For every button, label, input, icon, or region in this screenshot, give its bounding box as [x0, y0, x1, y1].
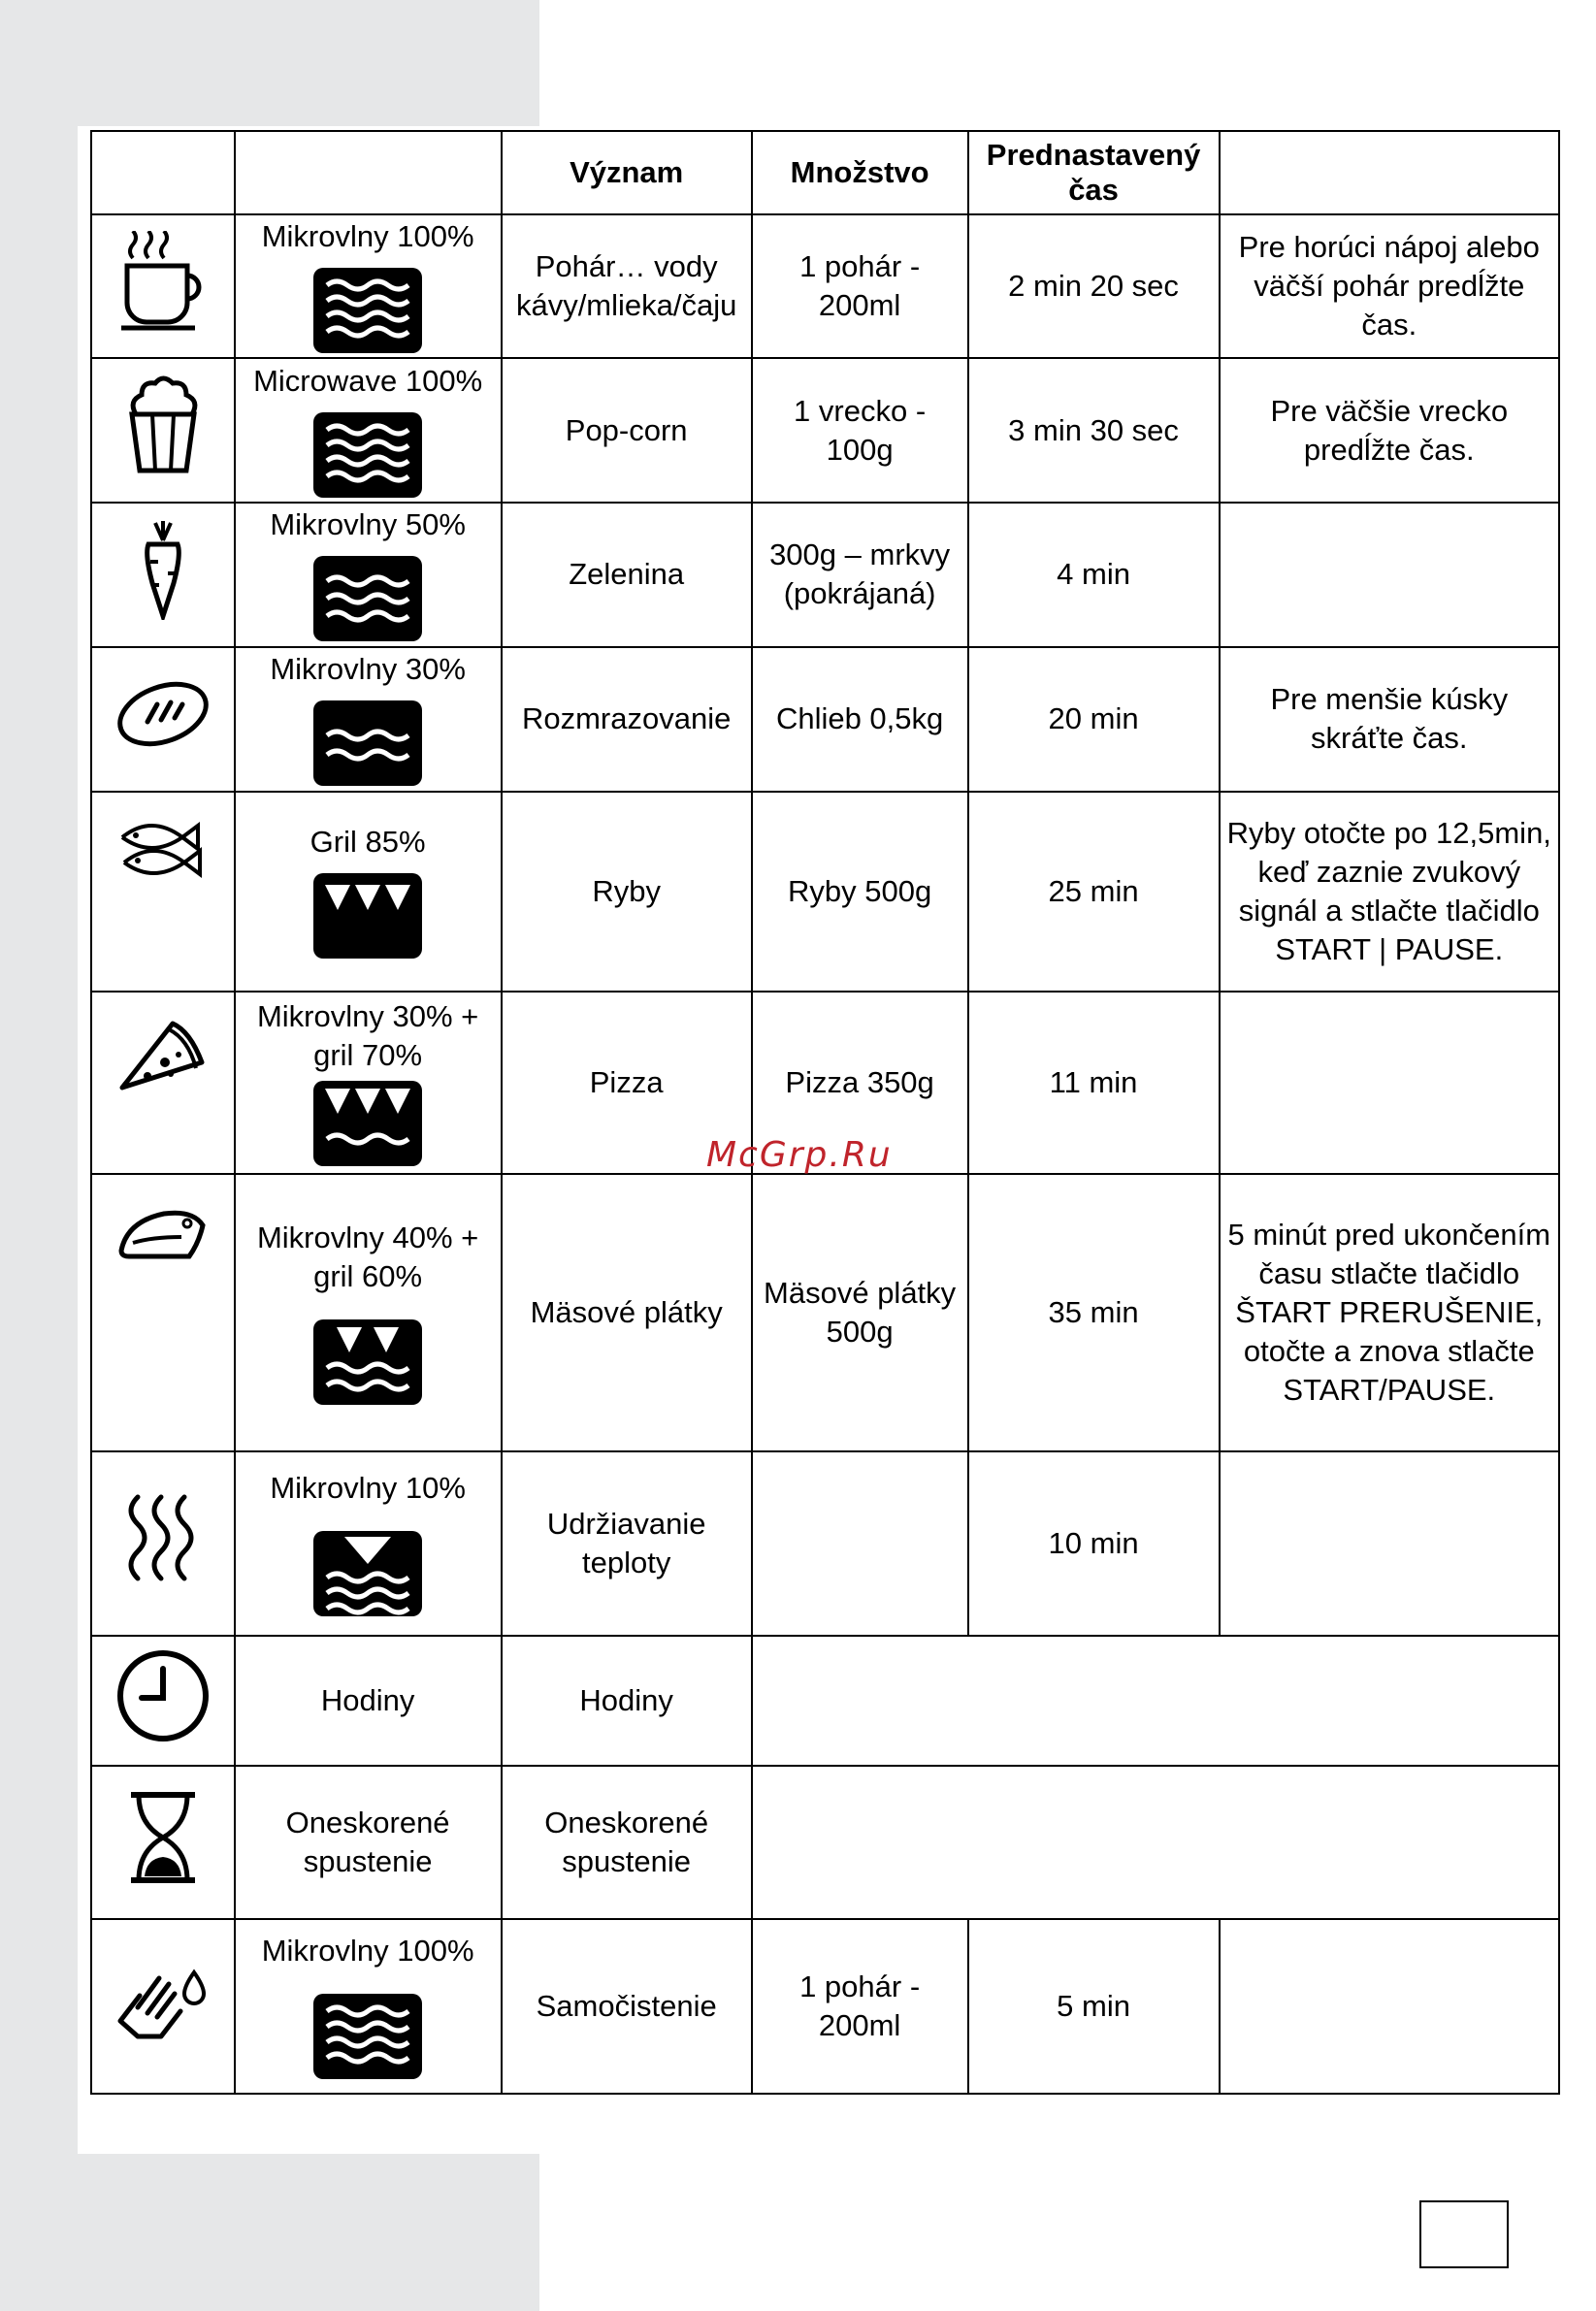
row-amount: 1 pohár - 200ml — [752, 214, 968, 358]
row-note: 5 minút pred ukončením času stlačte tlačidlo ŠTART PRERUŠENIE, otočte a znova stlačte START/PAUSE. — [1220, 1174, 1559, 1451]
microwave-30-icon — [311, 699, 424, 788]
clock-icon — [116, 1649, 210, 1742]
pizza-icon — [114, 1014, 212, 1095]
row-amount: 1 vrecko - 100g — [752, 358, 968, 503]
mode-label: Mikrovlny 50% — [270, 507, 466, 542]
row-amount: Pizza 350g — [752, 992, 968, 1174]
row-icon-cell — [91, 1174, 235, 1451]
row-icon-cell — [91, 1636, 235, 1765]
row-time: 4 min — [968, 503, 1220, 646]
page-margin-top — [0, 0, 539, 126]
row-note: Pre väčšie vrecko predĺžte čas. — [1220, 358, 1559, 503]
table-row — [91, 214, 1559, 358]
page-margin-bottom — [0, 2154, 539, 2311]
row-icon-cell — [91, 792, 235, 992]
header-time: Prednastavený čas — [968, 131, 1220, 214]
row-amount: 1 pohár - 200ml — [752, 1919, 968, 2094]
row-mode-cell — [235, 792, 502, 992]
row-meaning: Udržiavanie teploty — [502, 1451, 752, 1636]
row-amount: Chlieb 0,5kg — [752, 647, 968, 792]
hourglass-icon — [127, 1791, 199, 1884]
keep-warm-icon — [311, 1529, 424, 1618]
row-meaning: Rozmrazovanie — [502, 647, 752, 792]
row-mode-cell — [235, 647, 502, 792]
row-note: Pre menšie kúsky skráťte čas. — [1220, 647, 1559, 792]
row-time: 20 min — [968, 647, 1220, 792]
row-time: 10 min — [968, 1451, 1220, 1636]
row-time: 3 min 30 sec — [968, 358, 1220, 503]
row-meaning: Ryby — [502, 792, 752, 992]
table-header-row — [91, 131, 1559, 214]
row-note — [1220, 1919, 1559, 2094]
row-icon-cell — [91, 992, 235, 1174]
row-meaning: Pizza — [502, 992, 752, 1174]
table-row — [91, 1636, 1559, 1765]
row-time: 25 min — [968, 792, 1220, 992]
row-mode-cell — [235, 992, 502, 1174]
header-meaning: Význam — [502, 131, 752, 214]
meat-icon — [117, 1208, 209, 1262]
row-icon-cell — [91, 1919, 235, 2094]
row-icon-cell — [91, 1451, 235, 1636]
row-meaning: Oneskorené spustenie — [502, 1766, 752, 1919]
table-row — [91, 503, 1559, 646]
row-amount: Mäsové plátky 500g — [752, 1174, 968, 1451]
mode-label: Microwave 100% — [253, 363, 483, 398]
row-mode: Oneskorené spustenie — [235, 1766, 502, 1919]
row-time: 11 min — [968, 992, 1220, 1174]
row-icon-cell — [91, 647, 235, 792]
row-empty-span — [752, 1766, 1559, 1919]
microwave-100-icon — [311, 410, 424, 500]
row-mode-cell — [235, 1919, 502, 2094]
mode-label: Gril 85% — [309, 824, 426, 859]
fish-icon — [116, 816, 210, 884]
table-row — [91, 647, 1559, 792]
combi-grill-70-icon — [311, 1079, 424, 1168]
row-mode-cell — [235, 1451, 502, 1636]
row-icon-cell — [91, 503, 235, 646]
microwave-100-icon — [311, 1992, 424, 2081]
row-icon-cell — [91, 214, 235, 358]
carrot-icon — [139, 519, 187, 620]
row-empty-span — [752, 1636, 1559, 1765]
microwave-50-icon — [311, 554, 424, 643]
row-note: Pre horúci nápoj alebo väčší pohár predĺžte čas. — [1220, 214, 1559, 358]
page-number-box — [1419, 2200, 1509, 2268]
row-note — [1220, 503, 1559, 646]
table-row — [91, 358, 1559, 503]
clean-hand-icon — [116, 1963, 210, 2040]
row-meaning: Pop-corn — [502, 358, 752, 503]
row-mode-cell — [235, 503, 502, 646]
row-time: 2 min 20 sec — [968, 214, 1220, 358]
mode-label: Mikrovlny 10% — [270, 1471, 466, 1506]
row-time: 5 min — [968, 1919, 1220, 2094]
row-note: Ryby otočte po 12,5min, keď zaznie zvukový signál a stlačte tlačidlo START | PAUSE. — [1220, 792, 1559, 992]
popcorn-icon — [126, 375, 200, 476]
row-meaning: Zelenina — [502, 503, 752, 646]
table-row — [91, 1766, 1559, 1919]
watermark: McGrp.Ru — [706, 1135, 893, 1175]
header-icon — [91, 131, 235, 214]
row-mode-cell — [235, 214, 502, 358]
program-table — [90, 130, 1560, 2095]
mode-label: Mikrovlny 40% + gril 60% — [256, 1221, 479, 1294]
row-mode-cell — [235, 1174, 502, 1451]
cup-icon — [119, 231, 207, 332]
steam-icon — [124, 1493, 202, 1584]
table-row — [91, 1174, 1559, 1451]
row-meaning: Mäsové plátky — [502, 1174, 752, 1451]
row-note — [1220, 1451, 1559, 1636]
row-amount: Ryby 500g — [752, 792, 968, 992]
row-icon-cell — [91, 358, 235, 503]
bread-icon — [114, 679, 212, 749]
row-amount: 300g – mrkvy (pokrájaná) — [752, 503, 968, 646]
grill-icon — [311, 871, 424, 960]
table-row — [91, 792, 1559, 992]
header-mode — [235, 131, 502, 214]
header-amount: Množstvo — [752, 131, 968, 214]
mode-label: Mikrovlny 30% — [270, 652, 466, 687]
header-note — [1220, 131, 1559, 214]
table-row — [91, 1451, 1559, 1636]
combi-grill-60-icon — [311, 1318, 424, 1407]
mode-label: Mikrovlny 100% — [261, 1933, 474, 1968]
row-meaning: Hodiny — [502, 1636, 752, 1765]
page-margin-left — [0, 0, 78, 2311]
row-meaning: Samočistenie — [502, 1919, 752, 2094]
table-row — [91, 1919, 1559, 2094]
microwave-100-icon — [311, 266, 424, 355]
mode-label: Mikrovlny 100% — [261, 219, 474, 254]
row-note — [1220, 992, 1559, 1174]
row-mode-cell — [235, 358, 502, 503]
row-icon-cell — [91, 1766, 235, 1919]
row-meaning: Pohár… vody kávy/mlieka/čaju — [502, 214, 752, 358]
row-mode: Hodiny — [235, 1636, 502, 1765]
mode-label: Mikrovlny 30% + gril 70% — [256, 998, 479, 1072]
row-amount — [752, 1451, 968, 1636]
row-time: 35 min — [968, 1174, 1220, 1451]
